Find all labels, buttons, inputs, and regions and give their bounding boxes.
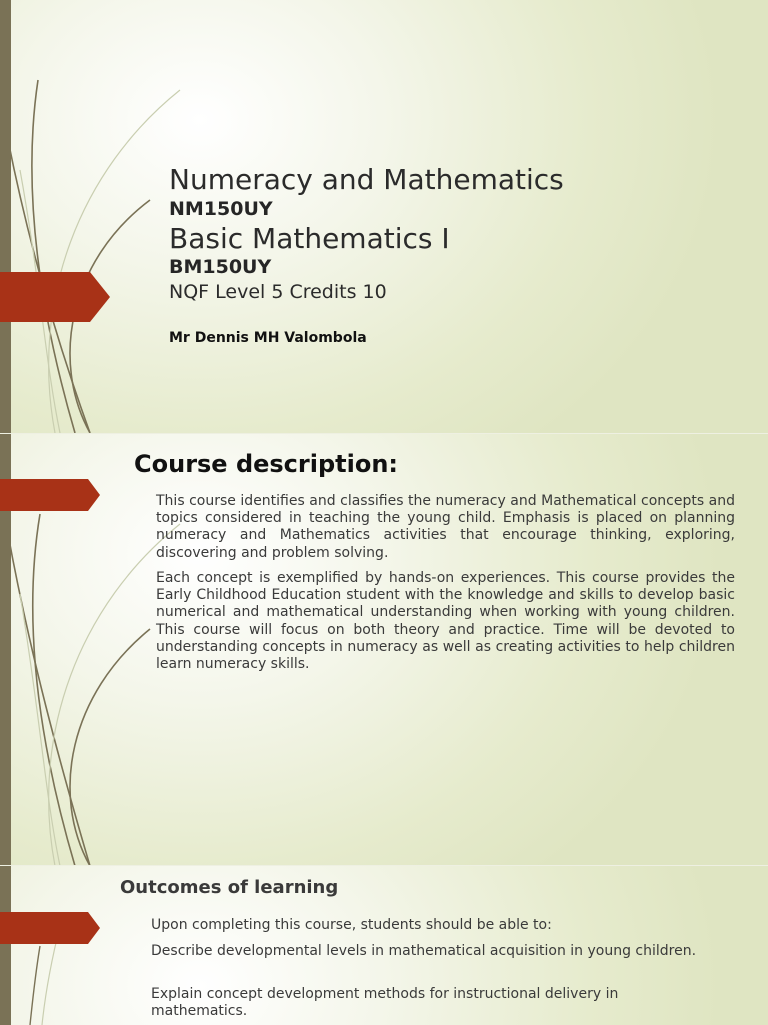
accent-arrow-tab bbox=[0, 272, 110, 322]
nqf-level: NQF Level 5 Credits 10 bbox=[169, 281, 387, 303]
course-description-slide bbox=[0, 433, 768, 866]
accent-arrow-tab bbox=[0, 912, 100, 944]
outcome-item-1: Upon completing this course, students should be able to: bbox=[151, 917, 552, 933]
course-title: Numeracy and Mathematics bbox=[169, 163, 564, 196]
description-paragraph-2: Each concept is exemplified by hands-on experiences. This course provides the Early Childhood Education student with the knowledge and skills to develop basic numerical and mathematical understanding when working with young children. This course will focus on both theory and practice. Time will be devoted to understanding concepts in numeracy as well as creating activities to help children learn numeracy skills. bbox=[156, 570, 735, 673]
section-heading: Course description: bbox=[134, 450, 399, 478]
accent-arrow-tab bbox=[0, 479, 100, 511]
outcome-item-3: Explain concept development methods for instructional delivery in mathematics. bbox=[151, 986, 619, 1020]
title-slide bbox=[0, 0, 768, 433]
course-subtitle: Basic Mathematics I bbox=[169, 222, 450, 255]
description-paragraph-1: This course identifies and classifies the numeracy and Mathematical concepts and topics considered in teaching the young child. Emphasis is placed on planning numeracy and Mathematics activities that encourage thinking, exploring, discovering and problem solving. bbox=[156, 493, 735, 561]
outcomes-slide bbox=[0, 865, 768, 1025]
outcome-item-2: Describe developmental levels in mathematical acquisition in young children. bbox=[151, 943, 697, 959]
section-heading: Outcomes of learning bbox=[120, 877, 339, 898]
course-code-nm: NM150UY bbox=[169, 198, 273, 220]
course-code-bm: BM150UY bbox=[169, 256, 272, 278]
author-name: Mr Dennis MH Valombola bbox=[169, 330, 367, 346]
